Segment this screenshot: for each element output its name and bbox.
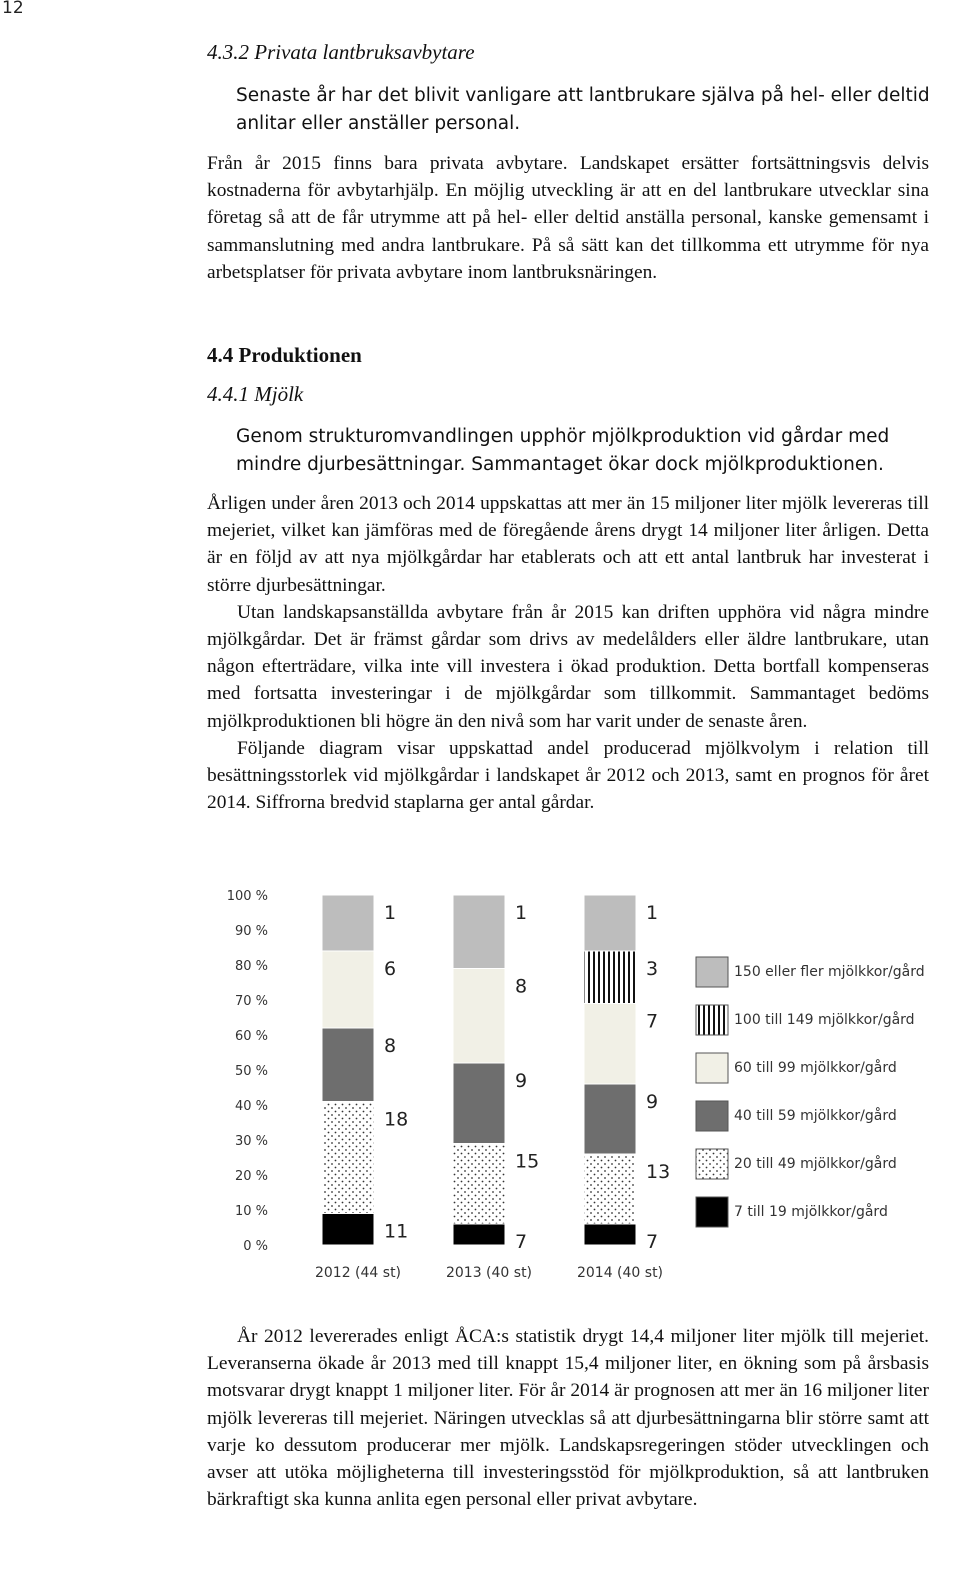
x-category-label: 2012 (44 st) — [314, 1265, 402, 1281]
body-text-4-4-1 — [207, 490, 929, 816]
legend-label: 20 till 49 mjölkkor/gård — [734, 1156, 897, 1172]
farm-count-label: 6 — [384, 958, 397, 980]
legend-swatch — [696, 1101, 728, 1131]
bar-segment — [322, 1102, 374, 1214]
farm-count-label: 1 — [384, 902, 397, 924]
y-tick-label: 20 % — [234, 1169, 268, 1184]
x-category-label: 2014 (40 st) — [576, 1265, 664, 1281]
farm-count-label: 8 — [384, 1035, 397, 1057]
legend-label: 7 till 19 mjölkkor/gård — [734, 1204, 888, 1220]
farm-count-label: 1 — [515, 902, 528, 924]
farm-count-label: 11 — [384, 1220, 409, 1243]
paragraph: Årligen under åren 2013 och 2014 uppskattas att mer än 15 miljoner liter mjölk levereras till mejeriet, vilket kan jämföras med de föregående årens drygt 14 miljoner liter årligen. Detta är en följd av att nya mjölkgårdar har etablerats och att ett antal lantbruk har investerat i större djurbesättningar. — [207, 493, 929, 596]
bar-segment — [453, 969, 505, 1064]
farm-count-label: 7 — [646, 1231, 659, 1253]
milk-volume-chart — [218, 875, 953, 1295]
y-tick-label: 10 % — [234, 1204, 268, 1219]
bar-segment — [322, 1028, 374, 1102]
y-tick-label: 90 % — [234, 924, 268, 939]
farm-count-label: 8 — [515, 975, 528, 998]
farm-count-label: 1 — [646, 902, 659, 924]
farm-count-label: 9 — [646, 1091, 659, 1113]
bar-segment — [322, 1214, 374, 1246]
bar-segment — [584, 895, 636, 951]
summary-text: Genom strukturomvandlingen upphör mjölkproduktion vid gårdar med mindre djurbesättningar. Sammantaget ökar dock mjölkproduktionen. — [236, 426, 890, 475]
farm-count-label: 15 — [515, 1150, 540, 1173]
section-summary-4-4-1 — [236, 423, 936, 479]
bar-segment — [322, 895, 374, 951]
farm-count-label: 13 — [646, 1161, 671, 1183]
bar-segment — [453, 1063, 505, 1144]
farm-count-label: 7 — [646, 1010, 659, 1033]
y-tick-label: 50 % — [234, 1064, 268, 1079]
legend-label: 100 till 149 mjölkkor/gård — [734, 1012, 915, 1028]
section-heading-4-3-2: 4.3.2 Privata lantbruksavbytare — [207, 40, 475, 64]
bar-segment — [453, 1224, 505, 1245]
paragraph: År 2012 levererades enligt ÅCA:s statistik drygt 14,4 miljoner liter mjölk till mejeriet. Leveranserna ökade år 2013 med till knappt 15,4 miljoner liter, en ökning som på årsbasis motsvarar drygt knappt 1 miljoner liter. För år 2014 är prognosen att mer än 16 miljoner liter mjölk levereras till mejeriet. Näringen utvecklas så att djurbesättningarna blir större samt att varje ko dessutom producerar mer mjölk. Landskapsregeringen stöder utvecklingen och avser att utöka möjligheterna till investeringsstöd för mjölkproduktion, så att lantbruken bärkraftigt ska kunna anlita egen personal eller privat avbytare. — [207, 1326, 929, 1511]
y-tick-label: 40 % — [234, 1099, 268, 1114]
farm-count-label: 9 — [515, 1070, 528, 1092]
legend-swatch — [696, 1149, 728, 1179]
bar-segment — [453, 1144, 505, 1225]
summary-text: Senaste år har det blivit vanligare att lantbrukare själva på hel- eller deltid anlitar eller anställer personal. — [236, 85, 930, 134]
paragraph: Följande diagram visar uppskattad andel producerad mjölkvolym i relation till besättningsstorlek vid mjölkgårdar i landskapet år 2012 och 2013, samt en prognos för året 2014. Siffrorna bredvid staplarna ger antal gårdar. — [207, 737, 929, 814]
y-tick-label: 30 % — [234, 1134, 268, 1149]
y-tick-label: 60 % — [234, 1029, 268, 1044]
section-heading-4-4-1: 4.4.1 Mjölk — [207, 382, 304, 406]
legend-label: 150 eller fler mjölkkor/gård — [734, 964, 925, 980]
bar-segment — [584, 1224, 636, 1245]
legend-swatch — [696, 957, 728, 987]
section-summary-4-3-2 — [236, 82, 936, 138]
legend-label: 60 till 99 mjölkkor/gård — [734, 1060, 897, 1076]
section-heading-4-4: 4.4 Produktionen — [207, 343, 362, 367]
paragraph: Från år 2015 finns bara privata avbytare. Landskapet ersätter fortsättningsvis delvis kostnaderna för avbytarhjälp. En möjlig utveckling är att en del lantbrukare utvecklar sina företag så att de får utrymme att på hel- eller deltid anställa personal, kanske gemensamt i sammanslutning med andra lantbrukare. På så sätt kan det tillkomma ett utrymme för nya arbetsplatser för privata avbytare inom lantbruksnäringen. — [207, 153, 929, 283]
bar-segment — [584, 1004, 636, 1085]
x-category-label: 2013 (40 st) — [445, 1265, 533, 1281]
paragraph: Utan landskapsanställda avbytare från år 2015 kan driften upphöra vid några mindre mjölkgårdar. Det är främst gårdar som drivs av medelålders eller äldre lantbrukare, utan någon efterträdare, vilka inte vill investera i ökad produktion. Detta bortfall kompenseras med fortsatta investeringar i de mjölkgårdar som tillkommit. Sammantaget bedöms mjölkproduktionen bli högre än den nivå som har varit under de senaste åren. — [207, 601, 929, 732]
y-tick-label: 70 % — [234, 994, 268, 1009]
page-number: 12 — [2, 0, 24, 18]
legend-swatch — [696, 1005, 728, 1035]
legend-swatch — [696, 1053, 728, 1083]
bar-segment — [584, 1084, 636, 1154]
y-tick-label: 0 % — [243, 1239, 268, 1254]
bar-segment — [584, 1154, 636, 1224]
legend-label: 40 till 59 mjölkkor/gård — [734, 1108, 897, 1124]
y-tick-label: 100 % — [226, 889, 268, 904]
legend-swatch — [696, 1197, 728, 1227]
farm-count-label: 7 — [515, 1231, 528, 1253]
bar-segment — [453, 895, 505, 969]
stacked-bar-chart — [218, 875, 953, 1295]
body-text-4-3-2 — [207, 150, 929, 286]
closing-text — [207, 1323, 929, 1513]
y-tick-label: 80 % — [234, 959, 268, 974]
bar-segment — [322, 951, 374, 1028]
bar-segment — [584, 951, 636, 1004]
farm-count-label: 3 — [646, 958, 659, 980]
farm-count-label: 18 — [384, 1108, 409, 1131]
